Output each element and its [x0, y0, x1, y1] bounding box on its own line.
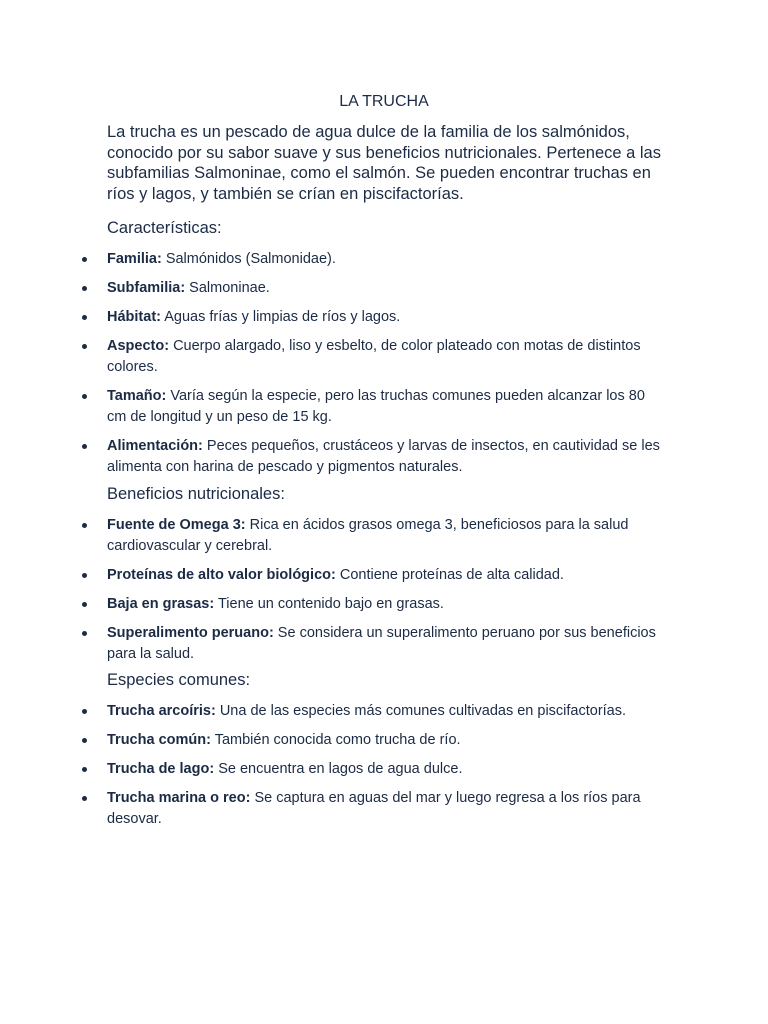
- bullet-term: Trucha marina o reo:: [107, 790, 251, 806]
- section-heading-especies: Especies comunes:: [107, 671, 251, 689]
- section-heading-beneficios: Beneficios nutricionales:: [107, 485, 285, 503]
- bullet-icon: [82, 286, 87, 291]
- bullet-term: Fuente de Omega 3:: [107, 517, 246, 533]
- list-item: [0, 565, 667, 586]
- list-item: [0, 307, 667, 328]
- bullet-term: Trucha común:: [107, 732, 211, 748]
- bullet-text: Aguas frías y limpias de ríos y lagos.: [160, 309, 401, 325]
- bullet-term: Superalimento peruano:: [107, 625, 274, 641]
- caracteristicas-list: [0, 249, 768, 478]
- list-item: [0, 594, 667, 615]
- bullet-term: Trucha de lago:: [107, 761, 215, 777]
- bullet-term: Trucha arcoíris:: [107, 703, 216, 719]
- bullet-text: Una de las especies más comunes cultivadas en piscifactorías.: [215, 703, 627, 719]
- list-item: [0, 730, 667, 751]
- bullet-icon: [82, 602, 87, 607]
- bullet-icon: [82, 257, 87, 262]
- bullet-icon: [82, 394, 87, 399]
- bullet-icon: [82, 315, 87, 320]
- bullet-term: Alimentación:: [107, 438, 203, 454]
- bullet-term: Subfamilia:: [107, 280, 186, 296]
- bullet-text: Varía según la especie, pero las truchas comunes pueden alcanzar los 80 cm de longitud y un peso de 15 kg.: [107, 388, 645, 425]
- bullet-term: Aspecto:: [107, 338, 170, 354]
- bullet-text: Cuerpo alargado, liso y esbelto, de color plateado con motas de distintos colores.: [107, 338, 641, 375]
- bullet-icon: [82, 631, 87, 636]
- bullet-text: También conocida como trucha de río.: [210, 732, 461, 748]
- list-item: [0, 336, 667, 378]
- bullet-text: Rica en ácidos grasos omega 3, beneficiosos para la salud cardiovascular y cerebral.: [107, 517, 629, 554]
- list-item: [0, 278, 667, 299]
- bullet-icon: [82, 709, 87, 714]
- list-item: [0, 759, 667, 780]
- bullet-text: Peces pequeños, crustáceos y larvas de insectos, en cautividad se les alimenta con harina de pescado y pigmentos naturales.: [107, 438, 660, 475]
- list-item: [0, 436, 667, 478]
- list-item: [0, 386, 667, 428]
- bullet-icon: [82, 523, 87, 528]
- bullet-icon: [82, 344, 87, 349]
- bullet-text: Salmoninae.: [185, 280, 270, 296]
- beneficios-list: [0, 515, 768, 665]
- bullet-term: Proteínas de alto valor biológico:: [107, 567, 336, 583]
- especies-list: [0, 701, 768, 830]
- list-item: [0, 701, 667, 722]
- bullet-term: Hábitat:: [107, 309, 161, 325]
- bullet-text: Salmónidos (Salmonidae).: [161, 251, 336, 267]
- bullet-text: Se encuentra en lagos de agua dulce.: [214, 761, 463, 777]
- bullet-icon: [82, 767, 87, 772]
- bullet-term: Familia:: [107, 251, 162, 267]
- bullet-text: Se considera un superalimento peruano por sus beneficios para la salud.: [107, 625, 656, 662]
- bullet-icon: [82, 573, 87, 578]
- bullet-term: Baja en grasas:: [107, 596, 215, 612]
- section-heading-caracteristicas: Características:: [107, 219, 222, 237]
- bullet-term: Tamaño:: [107, 388, 167, 404]
- bullet-icon: [82, 738, 87, 743]
- bullet-icon: [82, 444, 87, 449]
- intro-paragraph: La trucha es un pescado de agua dulce de la familia de los salmónidos, conocido por su sabor suave y sus beneficios nutricionales. Pertenece a las subfamilias Salmoninae, como el salmón. Se pueden encontrar truchas en ríos y lagos, y también se crían en piscifactorías.: [107, 123, 661, 203]
- list-item: [0, 788, 667, 830]
- bullet-text: Contiene proteínas de alta calidad.: [335, 567, 564, 583]
- list-item: [0, 515, 667, 557]
- list-item: [0, 623, 667, 665]
- list-item: [0, 249, 667, 270]
- bullet-text: Se captura en aguas del mar y luego regresa a los ríos para desovar.: [107, 790, 641, 827]
- document-title: LA TRUCHA: [339, 93, 429, 110]
- bullet-text: Tiene un contenido bajo en grasas.: [214, 596, 444, 612]
- bullet-icon: [82, 796, 87, 801]
